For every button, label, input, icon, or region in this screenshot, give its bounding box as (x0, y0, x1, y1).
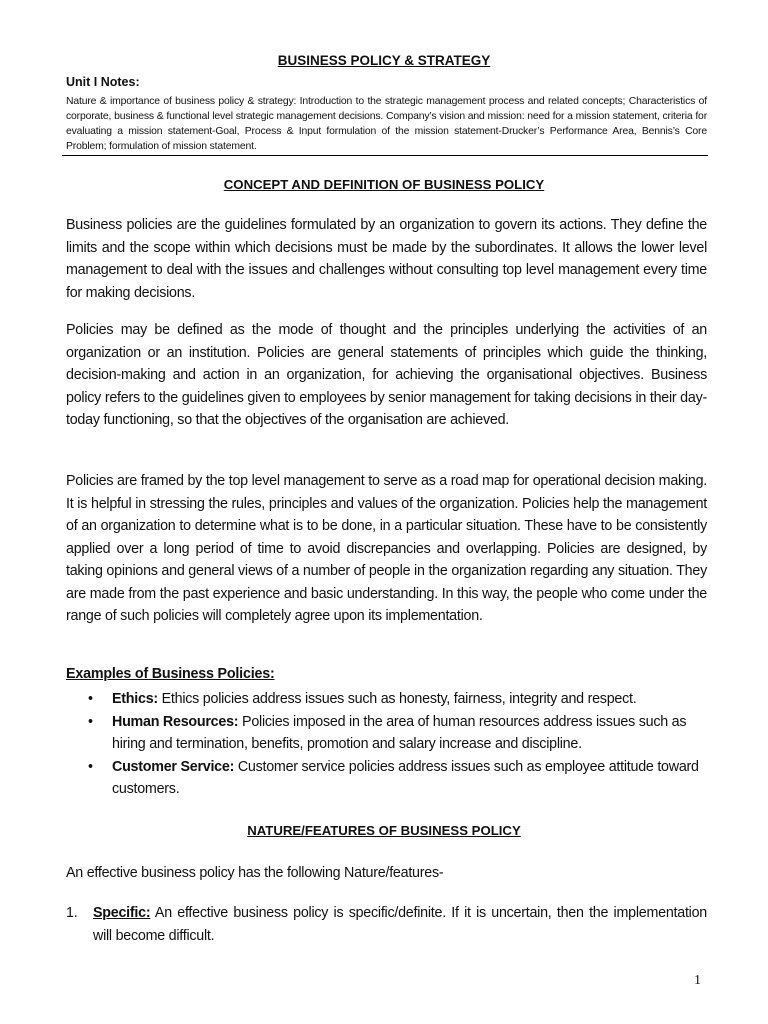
list-item (66, 688, 707, 711)
document-title: BUSINESS POLICY & STRATEGY (277, 53, 491, 68)
paragraph: Policies may be defined as the mode of thought and the principles underlying the activities of an organization or an institution. Policies are general statements of principles which guide the thinking, decision-making and action in an organization, for achieving the organisational objectives. Business policy refers to the guidelines given to employees by senior management for taking decisions in their day-today functioning, so that the objectives of the organisation are achieved. (66, 322, 707, 428)
examples-list (66, 688, 707, 801)
unit-label: Unit I Notes: (66, 75, 140, 89)
term: Customer Service: (112, 758, 235, 775)
section-heading-concept: CONCEPT AND DEFINITION OF BUSINESS POLICY (223, 177, 545, 192)
bullet-icon: • (88, 758, 93, 775)
paragraph: Policies are framed by the top level management to serve as a road map for operational decision making. It is helpful in stressing the rules, principles and values of the organization. Policies help the management of an organization to determine what is to be done, in a particular situation. These have to be consistently applied over a long period of time to avoid discrepancies and overlapping. Policies are designed, by taking opinions and general views of a number of people in the organization regarding any situation. They are made from the past experience and basic understanding. In this way, the people who come under the range of such policies will completely agree upon its implementation. (66, 473, 707, 624)
intro-text: An effective business policy has the following Nature/features- (66, 865, 444, 881)
bullet-icon: • (88, 713, 93, 730)
description: An effective business policy is specific/definite. If it is uncertain, then the implementation will become difficult. (93, 905, 707, 944)
term: Ethics: (112, 691, 158, 707)
section-heading-nature: NATURE/FEATURES OF BUSINESS POLICY (247, 823, 521, 838)
description: Customer service policies address issues such as employee attitude toward customers. (112, 758, 699, 797)
term: Specific: (93, 905, 151, 921)
examples-heading: Examples of Business Policies: (66, 666, 275, 682)
features-list (66, 902, 707, 947)
unit-notes: Nature & importance of business policy & strategy: Introduction to the strategic management process and related concepts; Characteristics of corporate, business & functional level strategic management decisions. Company’s vision and mission: need for a mission statement, criteria for evaluating a mission statement-Goal, Process & Input formulation of the mission statement-Drucker’s Performance Area, Bennis’s Core Problem; formulation of mission statement. (66, 96, 707, 152)
list-item (66, 902, 707, 947)
description: Ethics policies address issues such as honesty, fairness, integrity and respect. (157, 691, 637, 707)
bullet-icon: • (88, 691, 93, 707)
list-item (66, 711, 707, 756)
paragraph: Business policies are the guidelines formulated by an organization to govern its actions. They define the limits and the scope within which decisions must be made by the subordinates. It allows the lower level management to deal with the issues and challenges without consulting top level management every time for making decisions. (66, 217, 707, 301)
description: Policies imposed in the area of human resources address issues such as hiring and termination, benefits, promotion and salary increase and discipline. (112, 713, 687, 752)
item-number: 1. (66, 905, 78, 921)
page-number: 1 (694, 973, 701, 988)
term: Human Resources: (112, 713, 239, 730)
list-item (66, 756, 707, 801)
divider (62, 155, 708, 156)
